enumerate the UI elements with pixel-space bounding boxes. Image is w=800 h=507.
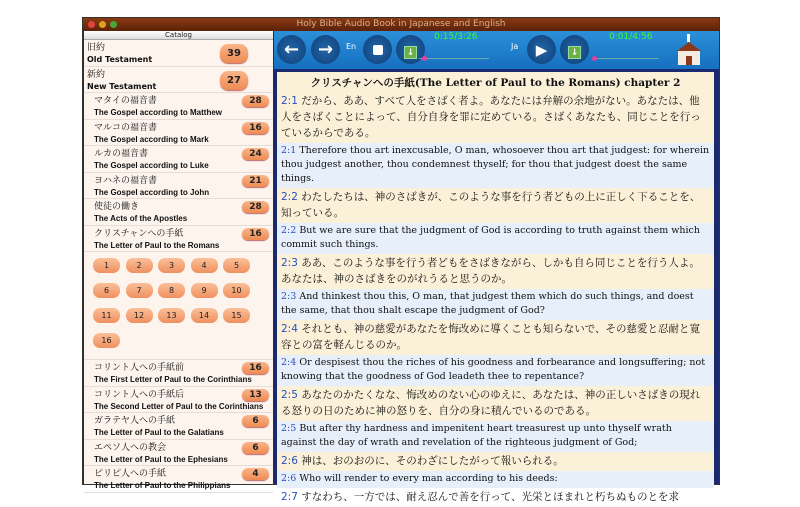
book-jp-title: ルカの福音書 [94,149,149,159]
verse-number: 2:4 [281,323,298,335]
verse-en [277,143,714,188]
ja-time: 0:01/4:56 [609,32,653,42]
book-en-title: The Gospel according to John [94,187,210,197]
chapter-button[interactable]: 16 [93,333,120,348]
verse-ja [277,92,714,143]
verse-text: すなわち、一方では、耐え忍んで善を行って、光栄とほまれと朽ちぬものとを求 [301,491,680,503]
book-en-title: The Gospel according to Luke [94,161,209,170]
catalog-section[interactable] [84,67,273,94]
en-time: 0:15/3:26 [434,32,478,42]
verse-text: Or despisest thou the riches of his goodness and forbearance and longsuffering; not knowing that the goodness of God leadeth thee to repentance? [281,357,706,382]
verse-number: 2:3 [281,257,298,269]
back-arrow-icon[interactable]: ← [277,35,306,64]
en-progress-slider[interactable] [419,58,489,59]
verse-text: わたしたちは、神のさばきが、このような事を行う者どもの上に正しく下ることを、知っている。 [281,191,701,219]
zoom-button[interactable] [110,21,117,28]
play-icon: ▶ [535,41,548,59]
stop-icon [373,45,383,55]
book-en-title: The Letter of Paul to the Philippians [94,481,231,490]
chapter-button[interactable]: 9 [191,283,218,298]
book-jp-title: エペソ人への教会 [94,442,167,453]
verse-text: あなたのかたくなな、悔改めのない心のゆえに、あなたは、神の正しいさばきの現れる怒りの日のために神の怒りを、自分の身に積んでいるのである。 [281,389,701,417]
book-jp-title: クリスチャンへの手紙 [94,228,184,239]
download-icon: ↓ [404,46,417,59]
chapter-button[interactable]: 7 [126,283,153,298]
chapter-title: クリスチャンへの手紙(The Letter of Paul to the Romans) chapter 2 [310,77,681,89]
chapter-button[interactable]: 4 [191,258,218,273]
chapter-text-view[interactable] [277,72,714,503]
chapter-button[interactable]: 6 [93,283,120,298]
book-en-title: The Gospel according to Matthew [94,108,223,117]
chapter-count-badge: 16 [242,228,269,240]
catalog-panel [84,31,273,490]
verse-text: And thinkest thou this, O man, that judgest them which do such things, and doest the same, that thou shalt escape the judgment of God? [281,291,694,316]
book-item[interactable] [84,413,273,440]
chapter-count-badge: 13 [242,389,269,401]
book-jp-title: ガラテヤ人への手紙 [94,416,176,426]
verse-ja [277,188,714,223]
verse-number: 2:4 [281,357,297,368]
chapter-count-badge: 24 [242,148,269,160]
count-badge: 39 [220,44,248,63]
verse-text: Therefore thou art inexcusable, O man, whosoever thou art that judgest: for wherein thou judgest another, thou condemnest thyself; for thou that judgest doest the same things. [281,145,710,184]
chapter-button[interactable]: 2 [126,258,153,273]
close-button[interactable] [88,21,95,28]
chapter-count-badge: 16 [242,362,269,374]
book-item[interactable] [84,120,273,147]
book-item[interactable] [84,199,273,226]
en-stop-button[interactable] [363,35,392,64]
chapter-button[interactable]: 14 [191,308,218,323]
ja-label: Ja [511,42,519,51]
verse-number: 2:1 [281,145,297,156]
verse-text: ああ、このような事を行う者どもをさばきながら、しかも自ら同じことを行う人よ。あなたは、神のさばきをのがれうると思うのか。 [281,257,700,285]
verse-en [277,355,714,386]
verse-number: 2:6 [281,455,298,467]
verse-ja [277,488,714,507]
verse-ja [277,452,714,471]
chapter-count-badge: 28 [242,201,269,213]
ja-play-button[interactable] [527,35,556,64]
chapter-button[interactable]: 1 [93,258,120,273]
verse-ja [277,386,714,421]
verse-ja [277,320,714,355]
book-item[interactable] [84,93,273,120]
verse-text: Who will render to every man according to his deeds: [299,473,558,484]
book-en-title: The Letter of Paul to the Ephesians [94,454,228,464]
verse-number: 2:7 [281,491,298,503]
book-item[interactable] [84,226,273,253]
verse-en [277,223,714,254]
verse-text: 神は、おのおのに、そのわざにしたがって報いられる。 [301,455,564,467]
count-badge: 27 [220,71,248,90]
chapter-button[interactable]: 3 [158,258,185,273]
verse-text: それとも、神の慈愛があなたを悔改めに導くことも知らないで、その慈愛と忍耐と寛容との富を軽んじるのか。 [281,323,701,351]
verse-number: 2:2 [281,225,297,236]
chapter-count-badge: 6 [242,442,269,454]
section-jp-title: 新約 [87,69,106,80]
verse-en [277,289,714,320]
minimize-button[interactable] [99,21,106,28]
chapter-button[interactable]: 8 [158,283,185,298]
section-jp-title: 旧約 [87,43,106,53]
download-icon: ↓ [568,46,581,59]
verse-number: 2:5 [281,389,298,401]
chapter-grid [84,252,273,360]
book-en-title: The First Letter of Paul to the Corinthians [94,375,252,384]
chapter-count-badge: 16 [242,122,269,134]
book-item[interactable] [84,466,273,493]
title-bar [83,18,719,31]
verse-number: 2:6 [281,473,297,484]
chapter-button[interactable]: 15 [223,308,250,323]
verse-number: 2:1 [281,95,298,107]
section-en-title: Old Testament [87,55,153,64]
ja-progress-knob[interactable] [592,56,597,61]
verse-number: 2:3 [281,291,297,302]
book-jp-title: ピリピ人への手紙 [94,469,167,479]
chapter-button[interactable]: 12 [126,308,153,323]
en-progress-knob[interactable] [422,56,427,61]
app-window [82,17,720,503]
book-jp-title: コリント人への手紙后 [94,389,185,400]
verse-number: 2:5 [281,423,297,434]
book-item[interactable] [84,146,273,173]
chapter-count-badge: 21 [242,175,269,187]
verse-number: 2:2 [281,191,298,203]
book-en-title: The Acts of the Apostles [94,214,188,223]
window-title: Holy Bible Audio Book in Japanese and English [296,19,506,29]
verse-en [277,421,714,452]
book-item[interactable] [84,173,273,200]
catalog-section[interactable] [84,40,273,67]
forward-arrow-icon[interactable]: → [311,35,340,64]
verse-text: だから、ああ、すべて人をさばく者よ。あなたには弁解の余地がない。あなたは、他人をさばくことによって、自分自身を罪に定めている。さばくあなたも、同じことを行っているからである。 [281,95,701,139]
church-icon[interactable] [672,34,706,66]
chapter-button[interactable]: 5 [223,258,250,273]
book-jp-title: 使徒の働き [94,202,140,212]
verse-ja [277,254,714,289]
book-item[interactable] [84,387,273,414]
chapter-button[interactable]: 10 [223,283,250,298]
book-jp-title: マルコの福音書 [94,122,158,133]
verse-en [277,471,714,488]
chapter-button[interactable]: 13 [158,308,185,323]
chapter-button[interactable]: 11 [93,308,120,323]
book-en-title: The Letter of Paul to the Galatians [94,428,224,437]
ja-download-button[interactable] [560,35,589,64]
verse-text: But we are sure that the judgment of God is according to truth against them which commit such things. [281,225,700,250]
book-item[interactable] [84,440,273,467]
en-label: En [346,42,357,51]
verse-text: But after thy hardness and impenitent heart treasurest up unto thyself wrath against the day of wrath and revelation of the righteous judgment of God; [281,423,672,448]
book-en-title: The Letter of Paul to the Romans [94,240,220,250]
book-en-title: The Second Letter of Paul to the Corinthians [94,401,264,411]
book-jp-title: ヨハネの福音書 [94,175,158,186]
book-jp-title: マタイの福音書 [94,96,157,106]
book-item[interactable] [84,360,273,387]
en-download-button[interactable] [396,35,425,64]
section-en-title: New Testament [87,81,157,91]
chapter-count-badge: 28 [242,95,269,107]
book-en-title: The Gospel according to Mark [94,134,209,144]
chapter-count-badge: 4 [242,468,269,480]
chapter-count-badge: 6 [242,415,269,427]
player-toolbar [274,31,719,69]
ja-progress-slider[interactable] [594,58,659,59]
book-jp-title: コリント人への手紙前 [94,363,185,373]
catalog-header: Catalog [84,31,273,40]
